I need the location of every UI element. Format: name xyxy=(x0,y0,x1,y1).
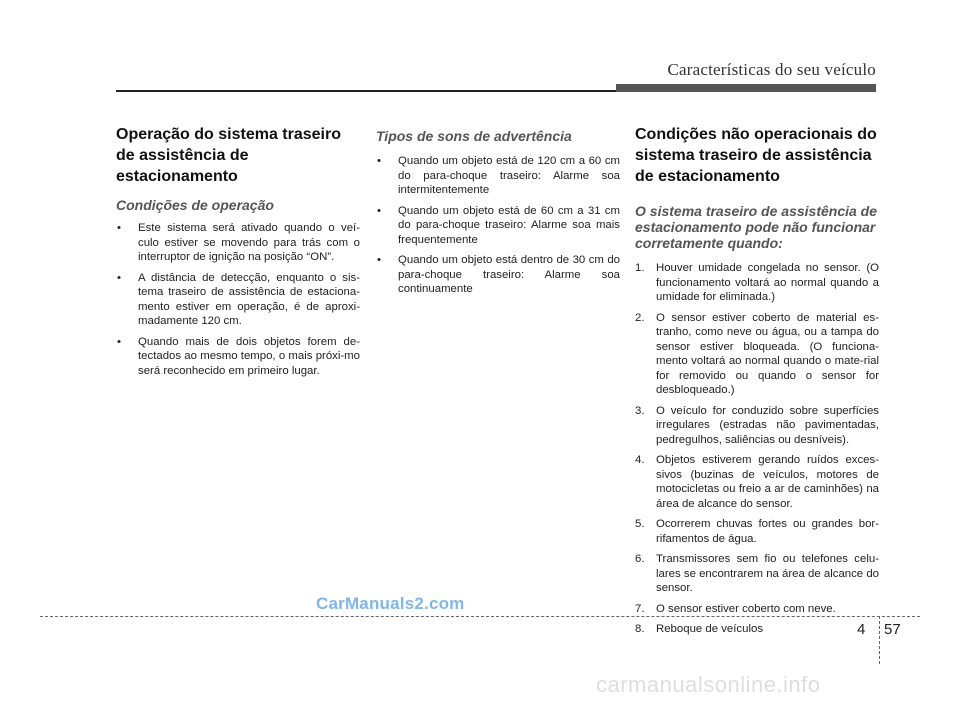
section-subheading: O sistema traseiro de assistência de estacionamento pode não funcionar corretamente quando: xyxy=(635,203,878,251)
bullet-marker: • xyxy=(117,335,121,348)
list-item-text: O sensor estiver coberto de material es-tranho, como neve ou água, ou a tampa do sensor estiver bloqueada. (O funciona-mento voltará ao normal quando o mate-rial for removido ou quando o sensor for desbloqueado.) xyxy=(656,311,879,396)
list-item xyxy=(635,404,879,448)
list-item-text: Reboque de veículos xyxy=(656,623,764,635)
list-item-text: Houver umidade congelada no sensor. (O funcionamento voltará ao normal quando a umidade for eliminada.) xyxy=(656,262,879,303)
bullet-marker: • xyxy=(117,222,121,234)
item-number: 6. xyxy=(635,553,645,565)
column-1 xyxy=(116,124,360,384)
list-item xyxy=(635,602,879,617)
list-item xyxy=(635,517,879,546)
chapter-number: 4 xyxy=(857,621,866,638)
column-2 xyxy=(376,124,620,303)
section-heading: Operação do sistema traseiro de assistência de estacionamento xyxy=(116,126,341,185)
item-number: 5. xyxy=(635,518,645,530)
bullet-list xyxy=(116,221,360,378)
bullet-marker: • xyxy=(377,155,381,167)
section-heading: Condições não operacionais do sistema traseiro de assistência de estacionamento xyxy=(635,126,877,185)
list-item-text: Quando um objeto está dentro de 30 cm do para-choque traseiro: Alarme soa continuamente xyxy=(398,254,620,295)
bullet-marker: • xyxy=(377,254,381,266)
list-item xyxy=(116,335,360,379)
list-item-text: A distância de detecção, enquanto o sis-tema traseiro de assistência de estaciona-mento estiver em operação, é de aproxi-madamente 120 cm. xyxy=(138,271,360,327)
watermark-link[interactable]: CarManuals2.com xyxy=(316,594,465,613)
footer-divider xyxy=(40,616,920,617)
list-item xyxy=(116,221,360,265)
list-item xyxy=(635,311,879,398)
bullet-list xyxy=(376,154,620,297)
list-item-text: Ocorrerem chuvas fortes ou grandes bor-rifamentos de água. xyxy=(656,518,879,545)
item-number: 1. xyxy=(635,262,645,274)
list-item xyxy=(376,154,620,198)
list-item xyxy=(635,261,879,305)
item-number: 4. xyxy=(635,454,645,466)
page-number-divider xyxy=(879,616,880,664)
list-item-text: O veículo for conduzido sobre superfícies irregulares (estradas não pavimentadas, pedregulhos, saliências ou desníveis). xyxy=(656,404,879,446)
section-subheading: Condições de operação xyxy=(116,197,274,213)
list-item-text: Este sistema será ativado quando o veí-culo estiver se movendo para trás com o interruptor de ignição na posição “ON”. xyxy=(138,222,360,263)
item-number: 3. xyxy=(635,404,645,417)
list-item-text: Quando um objeto está de 60 cm a 31 cm do para-choque traseiro: Alarme soa mais frequentemente xyxy=(398,204,620,246)
site-watermark: carmanualsonline.info xyxy=(596,672,821,697)
column-3 xyxy=(635,124,879,643)
item-number: 8. xyxy=(635,623,645,635)
item-number: 7. xyxy=(635,602,645,615)
numbered-list xyxy=(635,261,879,637)
list-item-text: Transmissores sem fio ou telefones celu-lares se encontrarem na área de alcance do sensor. xyxy=(656,553,879,594)
list-item xyxy=(635,622,879,637)
list-item-text: Quando um objeto está de 120 cm a 60 cm do para-choque traseiro: Alarme soa intermitentemente xyxy=(398,155,620,196)
list-item xyxy=(635,453,879,511)
list-item-text: Objetos estiverem gerando ruídos exces-sivos (buzinas de veículos, motores de motocicletas ou freio a ar de caminhões) na área de alcance do sensor. xyxy=(656,454,879,510)
list-item xyxy=(376,204,620,248)
bullet-marker: • xyxy=(377,204,381,217)
list-item-text: Quando mais de dois objetos forem de-tectados ao mesmo tempo, o mais próxi-mo será reconhecido em primeiro lugar. xyxy=(138,335,360,377)
header-rule-thick xyxy=(616,84,876,92)
list-item xyxy=(635,552,879,596)
list-item-text: O sensor estiver coberto com neve. xyxy=(656,602,836,615)
bullet-marker: • xyxy=(117,271,121,284)
section-header-title: Características do seu veículo xyxy=(667,60,876,79)
list-item xyxy=(116,271,360,329)
list-item xyxy=(376,253,620,297)
page-number: 57 xyxy=(884,621,901,638)
section-subheading: Tipos de sons de advertência xyxy=(376,128,572,144)
header-rule-thin xyxy=(116,90,616,92)
item-number: 2. xyxy=(635,311,645,324)
